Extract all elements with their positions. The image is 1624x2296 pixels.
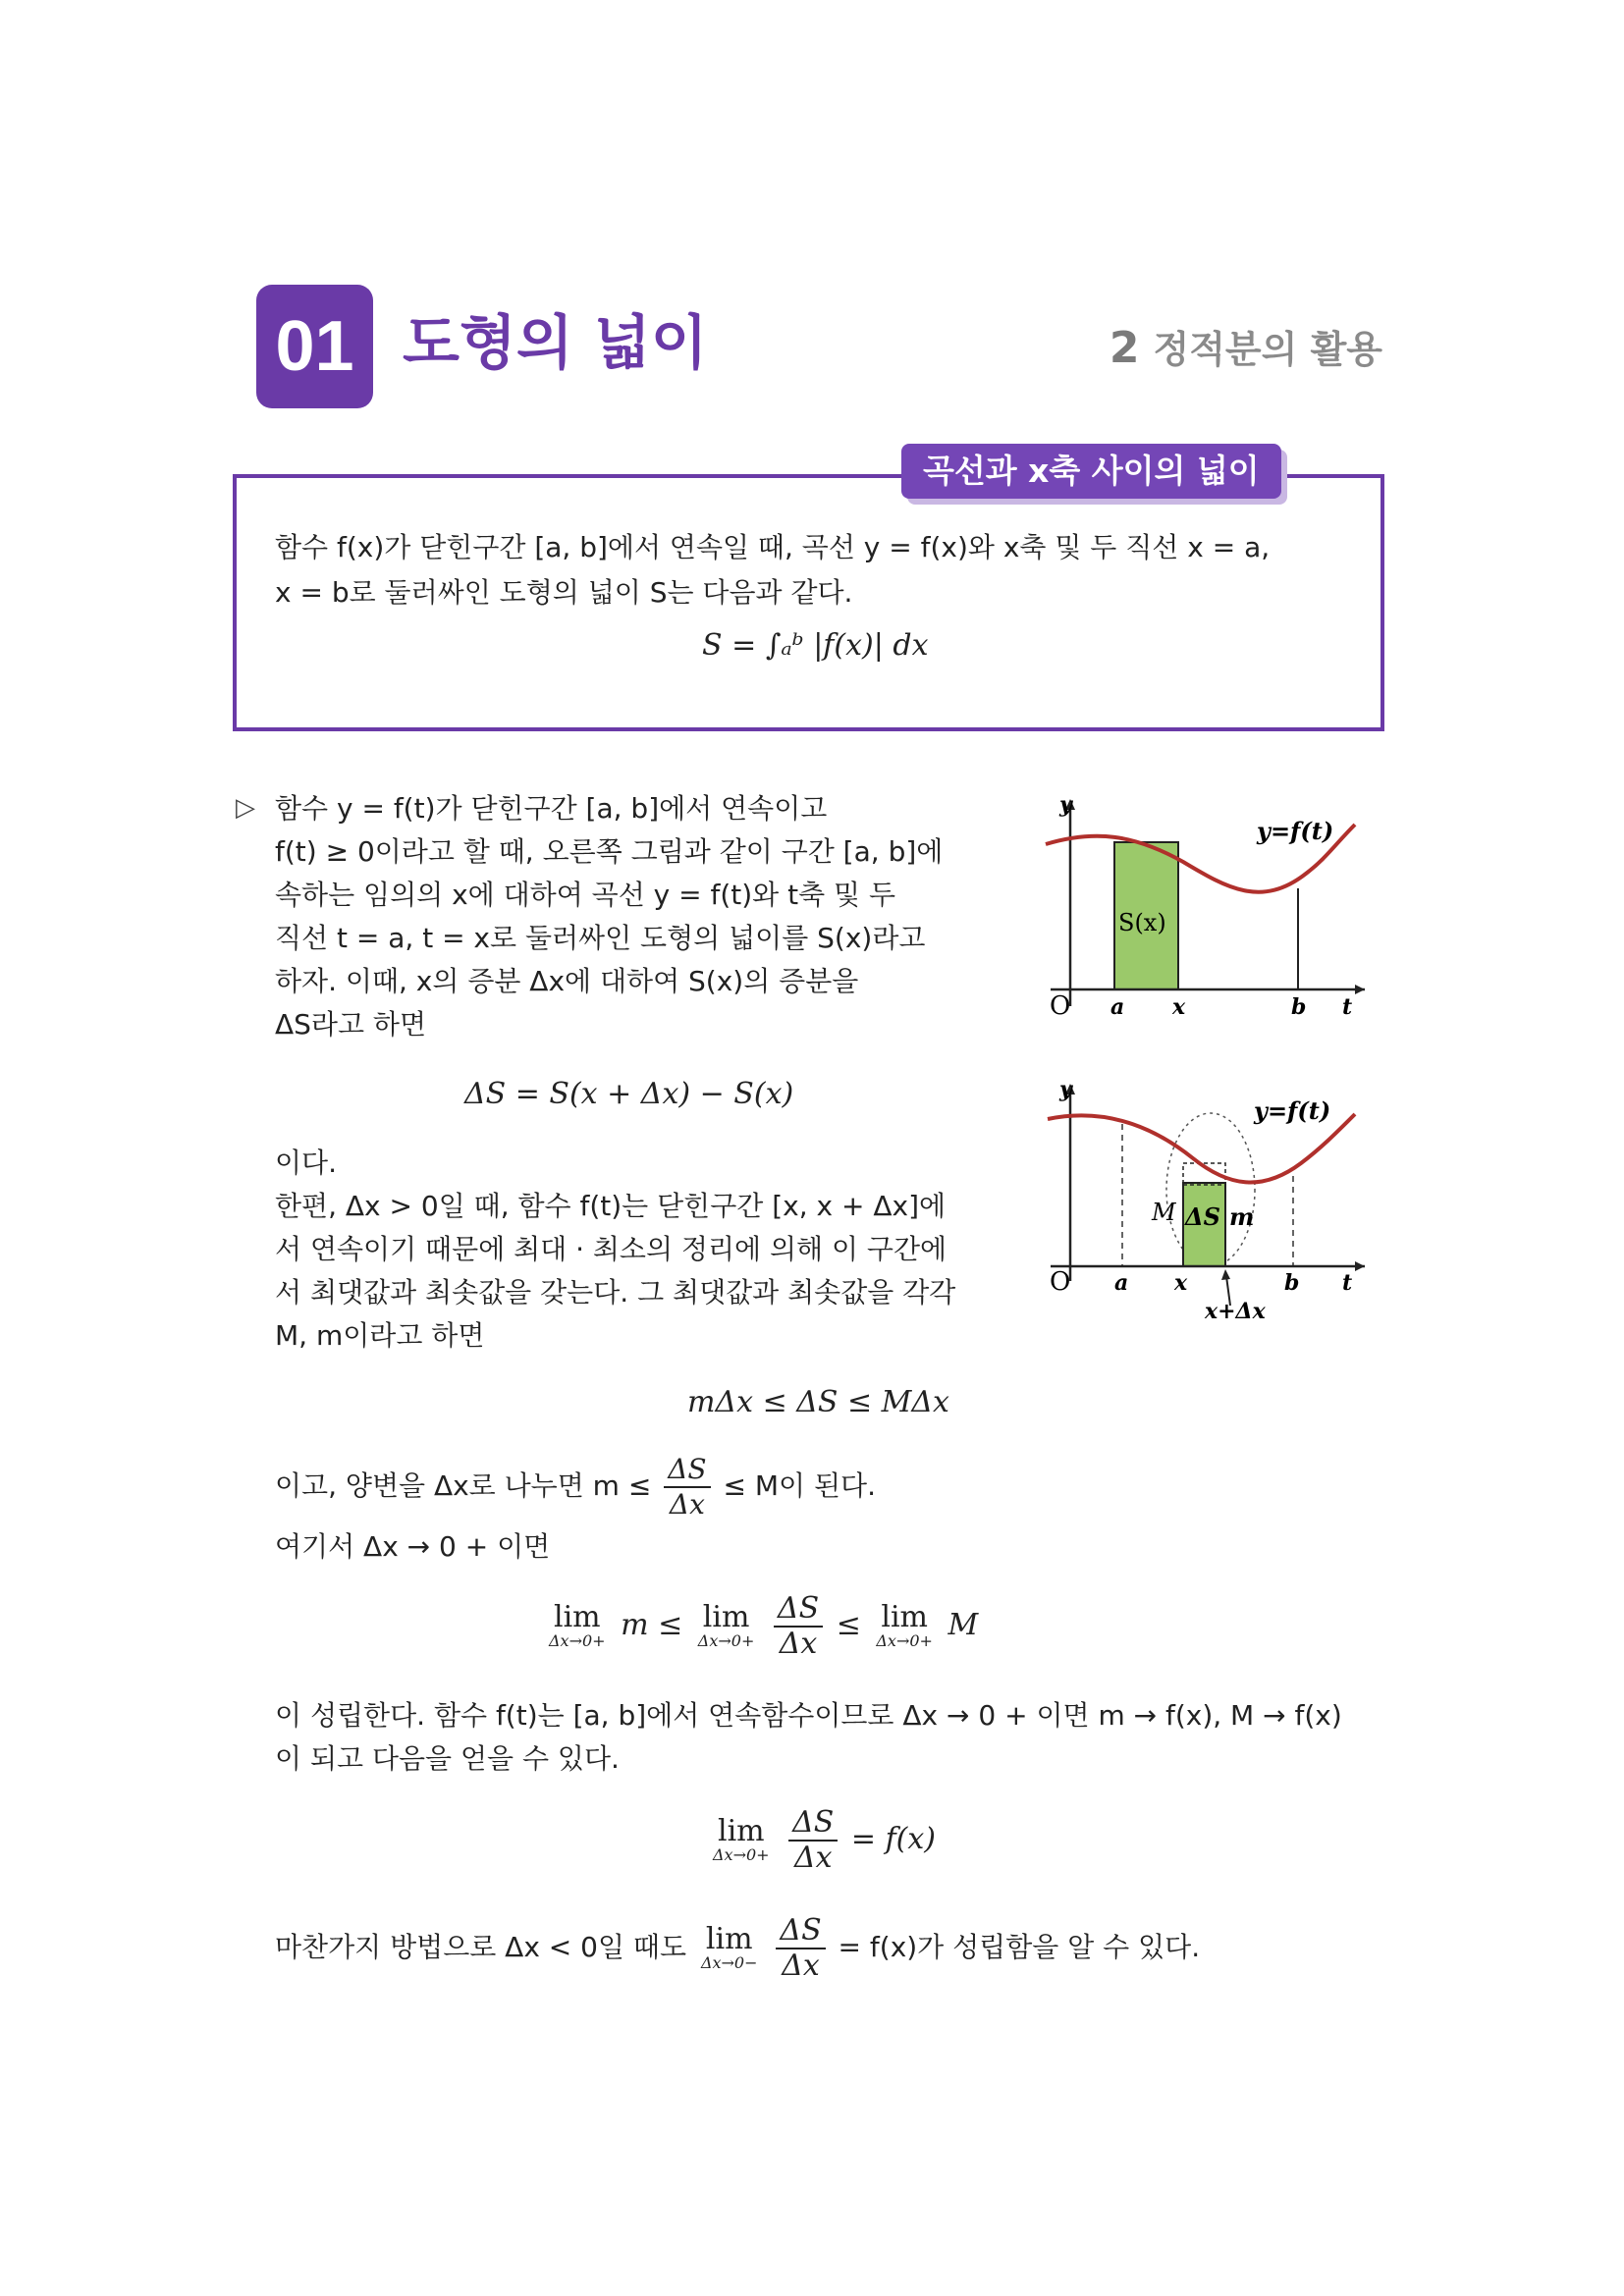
y-axis-label: y [1059,792,1072,818]
tick-label-t: t [1342,1270,1353,1296]
fraction-numerator: ΔS [774,1592,823,1628]
equation-result-plus [707,1806,936,1875]
fraction-numerator: ΔS [664,1453,710,1488]
limit [700,1922,758,1972]
min-label: m [1229,1202,1255,1231]
lim-word: lim [702,1600,750,1634]
lim-subscript: Δx→0+ [876,1631,933,1650]
limit [549,1600,606,1650]
tick-label-t: t [1342,994,1353,1020]
fraction [776,1914,825,1983]
text-span: = f(x) [850,1822,936,1856]
text-line: M, m이라고 하면 [275,1319,485,1352]
curve-label: y=f(t) [1254,1096,1331,1125]
bullet-triangle-icon: ▷ [236,793,255,823]
text-span: ≤ [836,1608,861,1642]
chapter-title: 정적분의 활용 [1153,328,1382,371]
lim-subscript: Δx→0+ [549,1631,606,1650]
x-plus-dx-label: x+Δx [1205,1299,1266,1324]
fraction [664,1453,710,1522]
t-axis-arrow-icon [1355,985,1365,994]
t-axis-arrow-icon [1355,1261,1365,1271]
text-line: 서 최댓값과 최솟값을 갖는다. 그 최댓값과 최솟값을 각각 [275,1276,956,1308]
paragraph-2 [275,1142,955,1358]
origin-label: O [1050,1267,1071,1297]
text-line: 이 성립한다. 함수 f(t)는 [a, b]에서 연속함수이므로 Δx → 0 + 이면 m → f(x), M → f(x) [275,1699,1342,1732]
limit [713,1814,770,1864]
limit [876,1600,933,1650]
tick-label-x: x [1172,994,1186,1020]
text-line: 이 되고 다음을 얻을 수 있다. [275,1742,620,1775]
fraction-denominator: Δx [793,1841,833,1875]
figure-area-function [1036,785,1370,1021]
text-line: 한편, Δx > 0일 때, 함수 f(t)는 닫힌구간 [x, x + Δx]에 [275,1190,947,1222]
text-line: 직선 t = a, t = x로 둘러싸인 도형의 넓이를 S(x)라고 [275,922,926,954]
fraction [788,1806,838,1875]
lim-subscript: Δx→0+ [697,1631,755,1650]
lim-word: lim [881,1600,928,1634]
text-span: 마찬가지 방법으로 Δx < 0일 때도 [275,1931,687,1963]
definition-line-2: x = b로 둘러싸인 도형의 넓이 S는 다음과 같다. [275,576,853,609]
text-line: 속하는 임의의 x에 대하여 곡선 y = f(t)와 t축 및 두 [275,879,896,911]
y-axis-label: y [1059,1077,1072,1102]
tick-label-x: x [1174,1270,1188,1296]
text-line: f(t) ≥ 0이라고 할 때, 오른쪽 그림과 같이 구간 [a, b]에 [275,835,944,868]
lim-word: lim [705,1922,753,1956]
definition-line-1: 함수 f(x)가 닫힌구간 [a, b]에서 연속일 때, 곡선 y = f(x)와 x축 및 두 직선 x = a, [275,531,1271,563]
lim-word: lim [717,1814,765,1848]
section-title: 도형의 넓이 [403,309,708,378]
text-line: 이다. [275,1147,337,1179]
origin-label: O [1050,991,1071,1021]
text-line: 서 연속이기 때문에 최대 · 최소의 정리에 의해 이 구간에 [275,1233,947,1265]
text-line: 하자. 이때, x의 증분 Δx에 대하여 S(x)의 증분을 [275,965,859,997]
tick-label-b: b [1291,994,1307,1020]
text-span: m ≤ [621,1608,683,1642]
fraction-numerator: ΔS [776,1914,825,1949]
figure-delta-area [1036,1070,1370,1325]
text-span: 이고, 양변을 Δx로 나누면 m ≤ [275,1469,652,1502]
delta-s-label: ΔS [1185,1202,1220,1231]
equation-delta-s: ΔS = S(x + Δx) − S(x) [464,1077,794,1111]
lim-subscript: Δx→0− [700,1953,758,1972]
text-line: ΔS라고 하면 [275,1008,427,1041]
limit-intro-line: 여기서 Δx → 0 + 이면 [275,1530,551,1563]
definition-label: 곡선과 x축 사이의 넓이 [901,444,1281,499]
tick-label-a: a [1110,994,1125,1020]
divide-line [275,1453,876,1522]
arrow-head-icon [1221,1269,1230,1280]
limit [697,1600,755,1650]
fraction-denominator: Δx [782,1949,820,1983]
tick-label-a: a [1114,1270,1129,1296]
chapter-heading [1110,319,1382,379]
text-span: = f(x)가 성립함을 알 수 있다. [838,1931,1201,1963]
chapter-number: 2 [1109,323,1140,373]
fraction [774,1592,823,1661]
text-span: ≤ M이 된다. [723,1469,876,1502]
section-number-badge: 01 [256,285,373,408]
fraction-denominator: Δx [669,1488,705,1521]
region-label: S(x) [1118,909,1166,936]
lim-word: lim [553,1600,601,1634]
max-label: M [1152,1199,1176,1226]
paragraph-1 [275,787,943,1046]
text-span: M [947,1608,979,1642]
lim-subscript: Δx→0+ [713,1845,770,1864]
fraction-denominator: Δx [779,1627,818,1661]
last-line [275,1914,1200,1983]
paragraph-3 [275,1694,1342,1781]
curve-label: y=f(t) [1257,817,1334,845]
tick-label-b: b [1284,1270,1300,1296]
text-line: 함수 y = f(t)가 닫힌구간 [a, b]에서 연속이고 [275,792,828,825]
equation-inequality: mΔx ≤ ΔS ≤ MΔx [687,1385,949,1419]
fraction-numerator: ΔS [788,1806,838,1842]
definition-formula: S = ∫ₐᵇ |f(x)| dx [702,628,929,663]
equation-squeeze [543,1592,978,1661]
